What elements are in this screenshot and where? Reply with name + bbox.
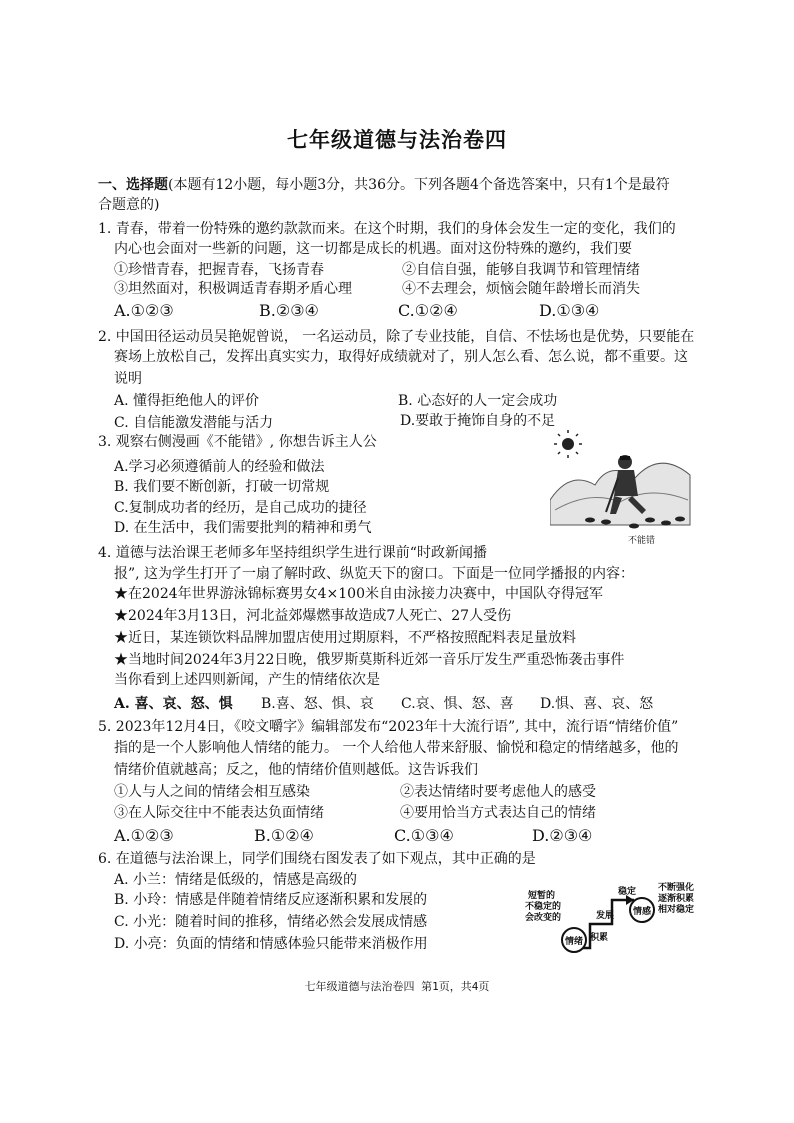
q1-option-c[interactable]: C.①②④ (398, 301, 458, 320)
q1-statement-1: ①珍惜青春，把握青春，飞扬青春 (114, 262, 324, 278)
q1-stem-line2: 内心也会面对一些新的问题，这一切都是成长的机遇。面对这份特殊的邀约，我们要 (114, 241, 632, 257)
q6-option-c[interactable]: C. 小光：随着时间的推移，情绪必然会发展成情感 (114, 914, 428, 930)
diagram-step-accumulate: 积累 (590, 933, 609, 943)
diagram-right-label-1: 不断强化 (658, 883, 695, 893)
q5-statement-4: ④要用恰当方式表达自己的情绪 (400, 805, 596, 821)
q2-stem-line2: 赛场上放松自己，发挥出真实实力，取得好成绩就对了，别人怎么看、怎么说，都不重要。这 (114, 349, 688, 365)
q4-option-b[interactable]: B.喜、怒、惧、哀 (261, 696, 374, 712)
q5-option-c[interactable]: C.①③④ (394, 826, 454, 845)
q4-stem-line1: 4. 道德与法治课王老师多年坚持组织学生进行课前“时政新闻播 (98, 545, 487, 561)
q3-option-c[interactable]: C.复制成功者的经历，是自己成功的捷径 (114, 500, 367, 516)
page-footer: 七年级道德与法治卷四 第1页，共4页 (304, 980, 490, 993)
q1-option-a[interactable]: A.①②③ (114, 301, 174, 320)
q2-option-b[interactable]: B. 心态好的人一定会成功 (398, 393, 558, 409)
q2-option-a[interactable]: A. 懂得拒绝他人的评价 (114, 393, 260, 409)
q2-stem-line3: 说明 (114, 371, 142, 387)
cartoon-figure (550, 430, 700, 548)
q2-option-d[interactable]: D.要敢于掩饰自身的不足 (400, 413, 556, 429)
diagram-left-label-3: 会改变的 (525, 913, 562, 923)
diagram-step-develop: 发展 (596, 911, 615, 921)
section-intro (98, 175, 670, 195)
q5-option-a[interactable]: A.①②③ (114, 826, 174, 845)
q5-statement-1: ①人与人之间的情绪会相互感染 (114, 784, 310, 800)
q1-statement-4: ④不去理会，烦恼会随年龄增长而消失 (402, 281, 640, 297)
q3-option-a[interactable]: A.学习必须遵循前人的经验和做法 (114, 459, 325, 475)
q5-statement-2: ②表达情绪时要考虑他人的感受 (400, 784, 596, 800)
diagram-left-label-2: 不稳定的 (525, 902, 562, 912)
emotion-feeling-diagram (522, 878, 712, 960)
q5-statement-3: ③在人际交往中不能表达负面情绪 (114, 805, 324, 821)
section-intro-line2: 合题意的) (98, 197, 160, 213)
q4-option-c[interactable]: C.哀、惧、怒、喜 (401, 696, 514, 712)
q3-option-b[interactable]: B. 我们要不断创新，打破一切常规 (114, 479, 330, 495)
diagram-step-stable: 稳定 (618, 887, 637, 897)
sun-icon (554, 430, 582, 458)
section-heading: 一、选择题 (98, 177, 168, 193)
q1-option-b[interactable]: B.②③④ (259, 301, 319, 320)
q6-option-d[interactable]: D. 小亮：负面的情绪和情感体验只能带来消极作用 (114, 936, 428, 952)
diagram-circle-feeling-label: 情感 (633, 907, 652, 917)
q5-stem-line1: 5. 2023年12月4日，《咬文嚼字》编辑部发布“2023年十大流行语”, 其中，流行语“情绪价值” (98, 719, 679, 735)
q3-option-d[interactable]: D. 在生活中，我们需要批判的精神和勇气 (114, 520, 372, 536)
q5-stem-line3: 情绪价值就越高；反之，他的情绪价值则越低。这告诉我们 (114, 762, 478, 778)
q6-option-a[interactable]: A. 小兰：情绪是低级的，情感是高级的 (114, 872, 358, 888)
page-title: 七年级道德与法治卷四 (287, 127, 507, 152)
q4-option-d[interactable]: D.惧、喜、哀、怒 (540, 696, 654, 712)
q6-option-b[interactable]: B. 小玲：情感是伴随着情绪反应逐渐积累和发展的 (114, 892, 428, 908)
diagram-right-label-3: 相对稳定 (658, 905, 695, 915)
cartoon-illustration (550, 430, 700, 548)
q3-stem: 3. 观察右侧漫画《不能错》, 你想告诉主人公 (98, 434, 377, 450)
q4-stem-line2: 报”, 这为学生打开了一扇了解时政、纵览天下的窗口。下面是一位同学播报的内容： (114, 566, 635, 582)
q4-option-a[interactable]: A. 喜、哀、怒、惧 (114, 696, 233, 712)
q2-option-c[interactable]: C. 自信能激发潜能与活力 (114, 415, 274, 431)
q5-option-d[interactable]: D.②③④ (532, 826, 593, 845)
q1-stem-line1: 1. 青春，带着一份特殊的邀约款款而来。在这个时期，我们的身体会发生一定的变化，我们的 (98, 221, 676, 237)
cartoon-caption: 不能错 (628, 536, 656, 546)
diagram-right-label-2: 逐渐积累 (658, 894, 695, 904)
q5-option-b[interactable]: B.①②④ (254, 826, 314, 845)
q4-news-4: ★当地时间2024年3月22日晚，俄罗斯莫斯科近郊一音乐厅发生严重恐怖袭击事件 (114, 652, 625, 668)
q2-stem-line1: 2. 中国田径运动员吴艳妮曾说， 一名运动员，除了专业技能，自信、不怯场也是优势，只要能在 (98, 329, 695, 345)
section-intro-line1: (本题有12小题，每小题3分，共36分。下列各题4个备选答案中，只有1个是最符 (168, 177, 670, 193)
q4-news-2: ★2024年3月13日，河北益郊爆燃事故造成7人死亡、27人受伤 (114, 608, 512, 624)
q4-stem-line3: 当你看到上述四则新闻，产生的情绪依次是 (114, 672, 380, 688)
q1-statement-2: ②自信自强，能够自我调节和管理情绪 (402, 262, 640, 278)
diagram-left-label-1: 短暂的 (528, 891, 556, 901)
q4-news-3: ★近日，某连锁饮料品牌加盟店使用过期原料，不严格按照配料表足量放料 (114, 630, 576, 646)
q5-stem-line2: 指的是一个人影响他人情绪的能力。 一个人给他人带来舒服、愉悦和稳定的情绪越多，他的 (114, 740, 679, 756)
q4-news-1: ★在2024年世界游泳锦标赛男女4×100米自由泳接力决赛中，中国队夺得冠军 (114, 586, 603, 602)
q6-stem: 6. 在道德与法治课上，同学们围绕右图发表了如下观点，其中正确的是 (98, 851, 536, 867)
q1-options (114, 301, 714, 323)
q1-option-d[interactable]: D.①③④ (539, 301, 600, 320)
diagram-circle-emotion-label: 情绪 (565, 937, 584, 947)
q5-options (114, 826, 714, 848)
q1-statement-3: ③坦然面对，积极调适青春期矛盾心理 (114, 281, 352, 297)
